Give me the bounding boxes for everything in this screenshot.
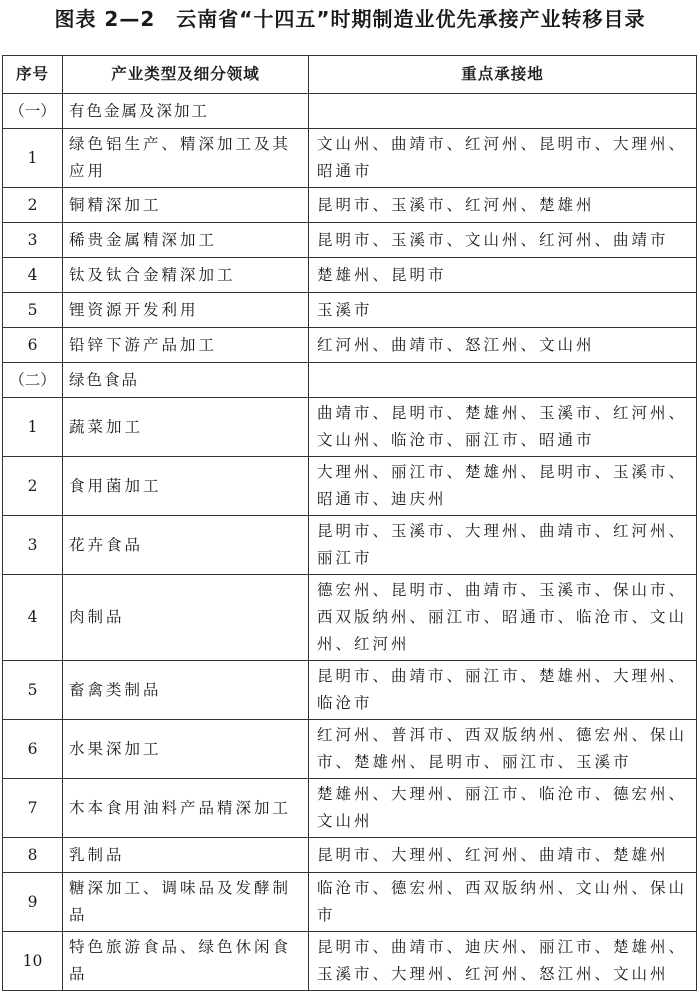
- row-industry: 乳制品: [63, 838, 309, 873]
- table-row: [3, 575, 697, 661]
- table-row: [3, 258, 697, 293]
- row-places: 昆明市、玉溪市、文山州、红河州、曲靖市: [309, 223, 697, 258]
- row-industry: 锂资源开发利用: [63, 293, 309, 328]
- row-industry: 糖深加工、调味品及发酵制品: [63, 873, 309, 932]
- row-places: 曲靖市、昆明市、楚雄州、玉溪市、红河州、文山州、临沧市、丽江市、昭通市: [309, 398, 697, 457]
- table-row: [3, 328, 697, 363]
- industry-transfer-table: [2, 55, 697, 991]
- row-industry: 特色旅游食品、绿色休闲食品: [63, 932, 309, 991]
- row-seq: 2: [3, 188, 63, 223]
- row-places: 楚雄州、昆明市: [309, 258, 697, 293]
- row-places: [309, 94, 697, 129]
- row-industry: 肉制品: [63, 575, 309, 661]
- row-places: 昆明市、曲靖市、丽江市、楚雄州、大理州、临沧市: [309, 661, 697, 720]
- row-industry: 铜精深加工: [63, 188, 309, 223]
- header-places: 重点承接地: [309, 56, 697, 94]
- row-industry: 铅锌下游产品加工: [63, 328, 309, 363]
- row-places: 临沧市、德宏州、西双版纳州、文山州、保山市: [309, 873, 697, 932]
- row-industry: 花卉食品: [63, 516, 309, 575]
- row-places: 文山州、曲靖市、红河州、昆明市、大理州、昭通市: [309, 129, 697, 188]
- row-industry: 畜禽类制品: [63, 661, 309, 720]
- row-seq: （二）: [3, 363, 63, 398]
- row-seq: 3: [3, 223, 63, 258]
- row-places: 德宏州、昆明市、曲靖市、玉溪市、保山市、西双版纳州、丽江市、昭通市、临沧市、文山州、红河州: [309, 575, 697, 661]
- row-places: 玉溪市: [309, 293, 697, 328]
- header-seq: 序号: [3, 56, 63, 94]
- row-seq: 5: [3, 293, 63, 328]
- row-industry: 绿色食品: [63, 363, 309, 398]
- row-industry: 有色金属及深加工: [63, 94, 309, 129]
- section-row: [3, 363, 697, 398]
- row-places: [309, 363, 697, 398]
- table-row: [3, 779, 697, 838]
- row-industry: 蔬菜加工: [63, 398, 309, 457]
- row-seq: 10: [3, 932, 63, 991]
- header-row: [3, 56, 697, 94]
- row-seq: 2: [3, 457, 63, 516]
- table-row: [3, 223, 697, 258]
- row-places: 楚雄州、大理州、丽江市、临沧市、德宏州、文山州: [309, 779, 697, 838]
- row-places: 昆明市、大理州、红河州、曲靖市、楚雄州: [309, 838, 697, 873]
- row-seq: 4: [3, 258, 63, 293]
- section-row: [3, 94, 697, 129]
- row-places: 昆明市、玉溪市、红河州、楚雄州: [309, 188, 697, 223]
- table-row: [3, 932, 697, 991]
- row-seq: 1: [3, 129, 63, 188]
- row-industry: 水果深加工: [63, 720, 309, 779]
- row-industry: 钛及钛合金精深加工: [63, 258, 309, 293]
- table-row: [3, 838, 697, 873]
- row-seq: 1: [3, 398, 63, 457]
- table-row: [3, 661, 697, 720]
- row-places: 大理州、丽江市、楚雄州、昆明市、玉溪市、昭通市、迪庆州: [309, 457, 697, 516]
- row-seq: 3: [3, 516, 63, 575]
- row-industry: 稀贵金属精深加工: [63, 223, 309, 258]
- row-industry: 木本食用油料产品精深加工: [63, 779, 309, 838]
- table-row: [3, 398, 697, 457]
- row-seq: （一）: [3, 94, 63, 129]
- row-seq: 9: [3, 873, 63, 932]
- table-row: [3, 873, 697, 932]
- table-title: 图表 2—2 云南省“十四五”时期制造业优先承接产业转移目录: [54, 7, 646, 31]
- row-places: 红河州、曲靖市、怒江州、文山州: [309, 328, 697, 363]
- table-row: [3, 293, 697, 328]
- row-seq: 7: [3, 779, 63, 838]
- row-places: 红河州、普洱市、西双版纳州、德宏州、保山市、楚雄州、昆明市、丽江市、玉溪市: [309, 720, 697, 779]
- table-row: [3, 129, 697, 188]
- table-row: [3, 720, 697, 779]
- table-row: [3, 457, 697, 516]
- row-places: 昆明市、玉溪市、大理州、曲靖市、红河州、丽江市: [309, 516, 697, 575]
- row-seq: 6: [3, 720, 63, 779]
- table-row: [3, 516, 697, 575]
- row-industry: 绿色铝生产、精深加工及其应用: [63, 129, 309, 188]
- row-industry: 食用菌加工: [63, 457, 309, 516]
- row-places: 昆明市、曲靖市、迪庆州、丽江市、楚雄州、玉溪市、大理州、红河州、怒江州、文山州: [309, 932, 697, 991]
- table-row: [3, 188, 697, 223]
- row-seq: 6: [3, 328, 63, 363]
- row-seq: 8: [3, 838, 63, 873]
- row-seq: 4: [3, 575, 63, 661]
- row-seq: 5: [3, 661, 63, 720]
- header-industry: 产业类型及细分领域: [63, 56, 309, 94]
